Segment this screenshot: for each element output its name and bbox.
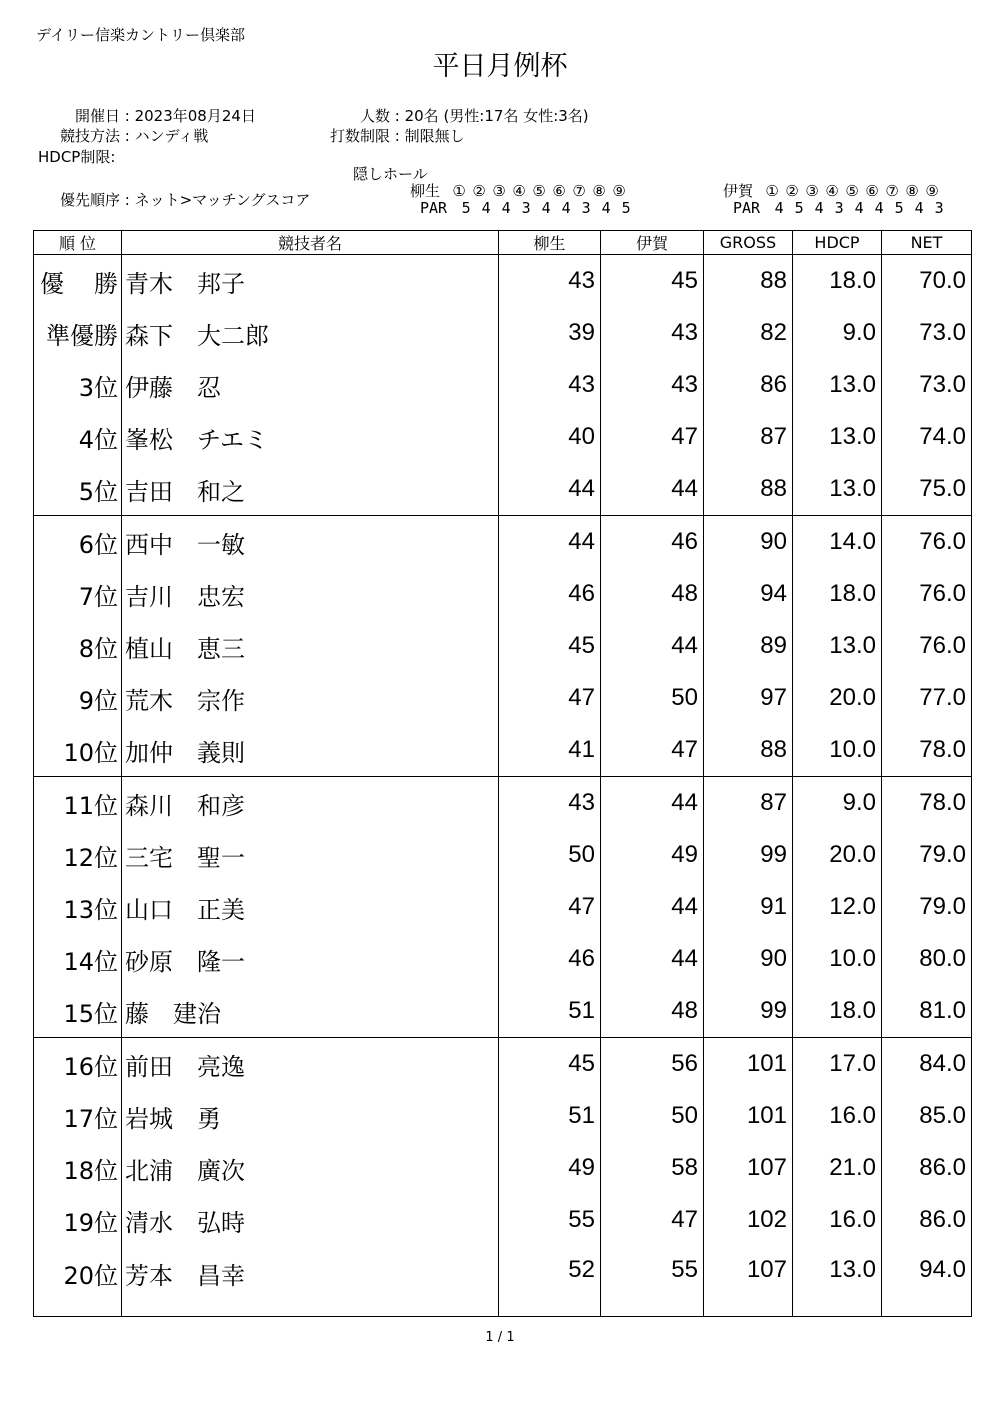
table-row	[34, 1194, 972, 1246]
hole-mark: ④	[825, 182, 839, 200]
cell-rank: 12位	[34, 829, 122, 881]
cell-net: 76.0	[882, 620, 972, 672]
cell-gross: 94	[704, 568, 793, 620]
cell-rank: 18位	[34, 1142, 122, 1194]
cell-in: 43	[601, 359, 704, 411]
hole-mark: ⑤	[845, 182, 859, 200]
cell-out: 51	[499, 985, 601, 1038]
cell-in: 47	[601, 1194, 704, 1246]
cell-rank: 9位	[34, 672, 122, 724]
count-label: 人数	[359, 107, 390, 125]
cell-gross: 90	[704, 933, 793, 985]
method-line: 競技方法 : ハンディ戦	[40, 125, 208, 146]
par-value: 4	[481, 199, 491, 217]
cell-gross: 107	[704, 1142, 793, 1194]
hole-mark: ⑧	[905, 182, 919, 200]
par-value: 4	[501, 199, 511, 217]
cell-net: 74.0	[882, 411, 972, 463]
cell-in: 58	[601, 1142, 704, 1194]
priority-label: 優先順序	[59, 191, 120, 209]
cell-rank: 20位	[34, 1246, 122, 1317]
cell-gross: 102	[704, 1194, 793, 1246]
par-value: 3	[581, 199, 591, 217]
cell-name: 峯松 チエミ	[122, 411, 499, 463]
cell-name: 前田 亮逸	[122, 1038, 499, 1091]
cell-rank: 11位	[34, 777, 122, 830]
cell-name: 吉田 和之	[122, 463, 499, 516]
table-row	[34, 777, 972, 830]
cell-gross: 87	[704, 777, 793, 830]
cell-in: 43	[601, 307, 704, 359]
hole-mark: ⑥	[865, 182, 879, 200]
cell-net: 86.0	[882, 1194, 972, 1246]
hole-mark: ⑨	[925, 182, 939, 200]
header-gross: GROSS	[704, 231, 793, 255]
cell-name: 植山 恵三	[122, 620, 499, 672]
hole-mark: ③	[492, 182, 506, 200]
cell-net: 79.0	[882, 829, 972, 881]
table-row	[34, 1090, 972, 1142]
hole-mark: ⑦	[572, 182, 586, 200]
table-row	[34, 255, 972, 308]
hole-mark: ①	[452, 182, 466, 200]
par-value: 5	[894, 199, 904, 217]
course-yagyu-pars	[420, 199, 636, 217]
cell-gross: 107	[704, 1246, 793, 1317]
table-row	[34, 1142, 972, 1194]
cell-hdcp: 12.0	[793, 881, 882, 933]
header-out: 柳生	[499, 231, 601, 255]
cell-in: 55	[601, 1246, 704, 1317]
hole-mark: ②	[472, 182, 486, 200]
cell-name: 荒木 宗作	[122, 672, 499, 724]
par-value: 4	[814, 199, 824, 217]
cell-hdcp: 13.0	[793, 620, 882, 672]
par-value: 4	[561, 199, 571, 217]
cell-net: 78.0	[882, 777, 972, 830]
cell-net: 86.0	[882, 1142, 972, 1194]
cell-out: 51	[499, 1090, 601, 1142]
cell-rank: 準優勝	[34, 307, 122, 359]
cell-rank: 5位	[34, 463, 122, 516]
course-yagyu-name: 柳生	[410, 182, 441, 200]
table-row	[34, 985, 972, 1038]
par-value: 5	[621, 199, 631, 217]
hole-mark: ②	[785, 182, 799, 200]
cell-hdcp: 13.0	[793, 411, 882, 463]
par-label: PAR	[733, 199, 761, 217]
cell-net: 79.0	[882, 881, 972, 933]
cell-rank: 10位	[34, 724, 122, 777]
hole-mark: ④	[512, 182, 526, 200]
cell-hdcp: 9.0	[793, 777, 882, 830]
par-value: 4	[854, 199, 864, 217]
method-label: 競技方法	[59, 127, 120, 145]
cell-name: 芳本 昌幸	[122, 1246, 499, 1317]
table-row	[34, 463, 972, 516]
cell-name: 森下 大二郎	[122, 307, 499, 359]
cell-net: 73.0	[882, 307, 972, 359]
cell-hdcp: 13.0	[793, 1246, 882, 1317]
cell-net: 85.0	[882, 1090, 972, 1142]
cell-net: 77.0	[882, 672, 972, 724]
cell-out: 43	[499, 777, 601, 830]
header-hdcp: HDCP	[793, 231, 882, 255]
cell-rank: 8位	[34, 620, 122, 672]
course-iga-pars	[733, 199, 949, 217]
cell-hdcp: 13.0	[793, 359, 882, 411]
cell-name: 青木 邦子	[122, 255, 499, 308]
limit-line: 打数制限 : 制限無し	[310, 125, 465, 146]
cell-gross: 88	[704, 724, 793, 777]
cell-hdcp: 20.0	[793, 829, 882, 881]
cell-gross: 88	[704, 255, 793, 308]
hole-mark: ⑤	[532, 182, 546, 200]
header-in: 伊賀	[601, 231, 704, 255]
cell-hdcp: 21.0	[793, 1142, 882, 1194]
cell-name: 藤 建治	[122, 985, 499, 1038]
limit-label: 打数制限	[329, 127, 390, 145]
cell-out: 49	[499, 1142, 601, 1194]
cell-net: 76.0	[882, 568, 972, 620]
club-name: デイリー信楽カントリー倶楽部	[36, 26, 245, 44]
table-row	[34, 516, 972, 569]
cell-gross: 97	[704, 672, 793, 724]
priority-value: ネット>マッチングスコア	[134, 191, 311, 209]
table-row	[34, 724, 972, 777]
cell-in: 50	[601, 1090, 704, 1142]
cell-in: 44	[601, 777, 704, 830]
cell-name: 三宅 聖一	[122, 829, 499, 881]
cell-out: 46	[499, 568, 601, 620]
cell-net: 80.0	[882, 933, 972, 985]
cell-name: 西中 一敏	[122, 516, 499, 569]
limit-value: 制限無し	[404, 127, 465, 145]
hole-mark: ③	[805, 182, 819, 200]
cell-name: 加仲 義則	[122, 724, 499, 777]
cell-gross: 101	[704, 1090, 793, 1142]
count-value: 20名 (男性:17名 女性:3名)	[404, 107, 589, 125]
cell-hdcp: 18.0	[793, 568, 882, 620]
par-value: 3	[934, 199, 944, 217]
results-body	[34, 255, 972, 1317]
cell-gross: 91	[704, 881, 793, 933]
cell-name: 森川 和彦	[122, 777, 499, 830]
cell-in: 49	[601, 829, 704, 881]
header-name: 競技者名	[122, 231, 499, 255]
cell-out: 39	[499, 307, 601, 359]
table-row	[34, 307, 972, 359]
par-value: 4	[874, 199, 884, 217]
table-row	[34, 829, 972, 881]
cell-gross: 82	[704, 307, 793, 359]
priority-line: 優先順序 : ネット>マッチングスコア	[40, 189, 310, 210]
cell-hdcp: 13.0	[793, 463, 882, 516]
cell-net: 73.0	[882, 359, 972, 411]
cell-out: 46	[499, 933, 601, 985]
header-rank: 順 位	[34, 231, 122, 255]
cell-rank: 6位	[34, 516, 122, 569]
cell-name: 北浦 廣次	[122, 1142, 499, 1194]
par-value: 4	[601, 199, 611, 217]
cell-in: 50	[601, 672, 704, 724]
course-iga-name: 伊賀	[723, 182, 754, 200]
cell-rank: 13位	[34, 881, 122, 933]
cell-hdcp: 10.0	[793, 933, 882, 985]
table-row	[34, 1038, 972, 1091]
cell-out: 43	[499, 359, 601, 411]
results-table	[33, 230, 972, 1317]
cell-hdcp: 18.0	[793, 985, 882, 1038]
table-header-row	[34, 231, 972, 255]
table-row	[34, 620, 972, 672]
cell-out: 44	[499, 463, 601, 516]
par-label: PAR	[420, 199, 448, 217]
cell-gross: 90	[704, 516, 793, 569]
header-net: NET	[882, 231, 972, 255]
cell-out: 52	[499, 1246, 601, 1317]
cell-out: 43	[499, 255, 601, 308]
cell-out: 45	[499, 1038, 601, 1091]
hole-mark: ⑧	[592, 182, 606, 200]
cell-rank: 4位	[34, 411, 122, 463]
course-iga-holes	[723, 180, 942, 201]
cell-in: 48	[601, 568, 704, 620]
hole-mark: ⑨	[612, 182, 626, 200]
cell-in: 44	[601, 463, 704, 516]
cell-rank: 17位	[34, 1090, 122, 1142]
cell-net: 81.0	[882, 985, 972, 1038]
table-row	[34, 672, 972, 724]
hole-mark: ⑦	[885, 182, 899, 200]
table-row	[34, 1246, 972, 1317]
count-line: 人数 : 20名 (男性:17名 女性:3名)	[310, 105, 589, 126]
cell-hdcp: 9.0	[793, 307, 882, 359]
cell-out: 50	[499, 829, 601, 881]
cell-net: 84.0	[882, 1038, 972, 1091]
cell-in: 44	[601, 620, 704, 672]
cell-net: 78.0	[882, 724, 972, 777]
cell-name: 山口 正美	[122, 881, 499, 933]
par-value: 3	[521, 199, 531, 217]
cell-in: 47	[601, 411, 704, 463]
cell-out: 47	[499, 881, 601, 933]
cell-in: 47	[601, 724, 704, 777]
cell-rank: 14位	[34, 933, 122, 985]
cell-gross: 86	[704, 359, 793, 411]
cell-net: 76.0	[882, 516, 972, 569]
cell-hdcp: 10.0	[793, 724, 882, 777]
cell-out: 44	[499, 516, 601, 569]
cell-gross: 101	[704, 1038, 793, 1091]
par-value: 5	[461, 199, 471, 217]
cell-gross: 99	[704, 829, 793, 881]
cell-name: 清水 弘時	[122, 1194, 499, 1246]
cell-in: 44	[601, 881, 704, 933]
cell-gross: 99	[704, 985, 793, 1038]
cell-out: 55	[499, 1194, 601, 1246]
table-row	[34, 881, 972, 933]
par-value: 4	[914, 199, 924, 217]
cell-rank: 19位	[34, 1194, 122, 1246]
cell-in: 44	[601, 933, 704, 985]
cell-out: 45	[499, 620, 601, 672]
cell-gross: 89	[704, 620, 793, 672]
cell-hdcp: 16.0	[793, 1090, 882, 1142]
cell-rank: 15位	[34, 985, 122, 1038]
cell-rank: 3位	[34, 359, 122, 411]
cell-out: 40	[499, 411, 601, 463]
cell-hdcp: 14.0	[793, 516, 882, 569]
cell-rank: 16位	[34, 1038, 122, 1091]
cell-name: 砂原 隆一	[122, 933, 499, 985]
cell-name: 岩城 勇	[122, 1090, 499, 1142]
par-value: 3	[834, 199, 844, 217]
cell-name: 伊藤 忍	[122, 359, 499, 411]
course-yagyu-holes	[410, 180, 629, 201]
cell-hdcp: 18.0	[793, 255, 882, 308]
page-number: 1 / 1	[485, 1330, 515, 1345]
table-row	[34, 411, 972, 463]
hole-mark: ⑥	[552, 182, 566, 200]
page-title: 平日月例杯	[432, 51, 568, 82]
cell-hdcp: 20.0	[793, 672, 882, 724]
par-value: 4	[774, 199, 784, 217]
cell-net: 75.0	[882, 463, 972, 516]
cell-in: 46	[601, 516, 704, 569]
cell-rank: 7位	[34, 568, 122, 620]
cell-in: 45	[601, 255, 704, 308]
method-value: ハンディ戦	[134, 127, 209, 145]
table-row	[34, 933, 972, 985]
cell-net: 70.0	[882, 255, 972, 308]
cell-gross: 88	[704, 463, 793, 516]
table-row	[34, 568, 972, 620]
hole-mark: ①	[765, 182, 779, 200]
cell-net: 94.0	[882, 1246, 972, 1317]
cell-rank: 優勝	[34, 255, 122, 308]
cell-out: 47	[499, 672, 601, 724]
date-line: 開催日 : 2023年08月24日	[40, 105, 256, 126]
par-value: 5	[794, 199, 804, 217]
table-row	[34, 359, 972, 411]
cell-in: 48	[601, 985, 704, 1038]
cell-gross: 87	[704, 411, 793, 463]
date-label: 開催日	[74, 107, 120, 125]
cell-out: 41	[499, 724, 601, 777]
hdcp-limit-label: HDCP制限:	[38, 148, 116, 166]
cell-in: 56	[601, 1038, 704, 1091]
cell-hdcp: 16.0	[793, 1194, 882, 1246]
cell-name: 吉川 忠宏	[122, 568, 499, 620]
cell-hdcp: 17.0	[793, 1038, 882, 1091]
date-value: 2023年08月24日	[134, 107, 256, 125]
par-value: 4	[541, 199, 551, 217]
hidden-holes-label: 隠しホール	[353, 165, 428, 183]
